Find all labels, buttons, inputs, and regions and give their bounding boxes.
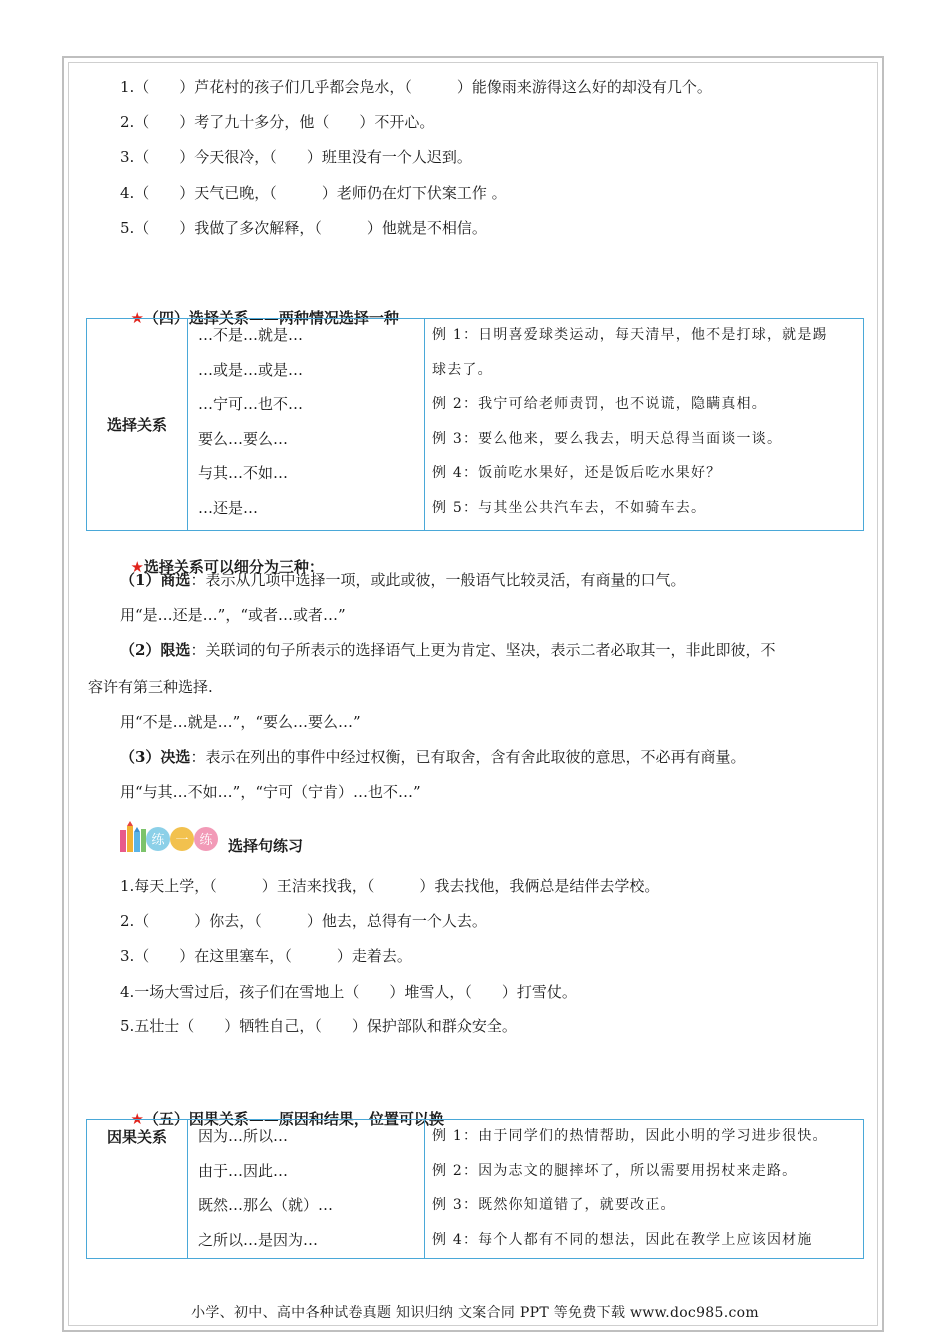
example-line: 例 2：我宁可给老师责罚，也不说谎，隐瞒真相。	[432, 396, 767, 412]
example-line: 球去了。	[432, 361, 493, 378]
practice-item-4: 4.一场大雪过后，孩子们在雪地上（ ）堆雪人，（ ）打雪仗。	[120, 983, 577, 1001]
star-icon: ★	[130, 309, 144, 327]
section5-title: （五）因果关系——原因和结果，位置可以换	[143, 1110, 444, 1128]
examples-cell	[425, 319, 864, 531]
subtype-2-continued: 容许有第三种选择.	[88, 678, 213, 696]
page-footer: 小学、初中、高中各种试卷真题 知识归纳 文案合同 PPT 等免费下载 www.doc985.com	[191, 1305, 759, 1321]
exercise-line-5: 5.（ ）我做了多次解释，（ ）他就是不相信。	[120, 219, 487, 237]
connective-word: 既然…那么（就）…	[198, 1196, 334, 1214]
connective-word: 与其…不如…	[198, 464, 289, 482]
section4-title: （四）选择关系——两种情况选择一种	[143, 309, 399, 327]
example-line: 例 1：由于同学们的热情帮助，因此小明的学习进步很快。	[432, 1128, 828, 1144]
category-label: 因果关系	[106, 1128, 167, 1146]
subtype-label: （2）限选	[120, 641, 191, 659]
cause-effect-table	[86, 1119, 864, 1259]
star-icon: ★	[130, 1110, 144, 1128]
subtype-text: ：表示在列出的事件中经过权衡，已有取舍，含有舍此取彼的意思，不必再有商量。	[190, 748, 746, 766]
subtype-3	[120, 747, 745, 767]
connective-word: 因为…所以…	[198, 1127, 289, 1145]
exercise-line-2: 2.（ ）考了九十多分，他（ ）不开心。	[120, 113, 435, 131]
connective-word: 要么…要么…	[198, 429, 289, 448]
category-label: 选择关系	[106, 416, 167, 434]
exercise-line-3: 3.（ ）今天很冷，（ ）班里没有一个人迟到。	[120, 148, 472, 166]
example-line: 例 1：日明喜爱球类运动，每天清早，他不是打球，就是踢	[432, 327, 828, 343]
connective-word: …或是…或是…	[198, 360, 304, 379]
connective-word: …宁可…也不…	[198, 395, 304, 413]
subdivision-title: 选择关系可以细分为三种：	[143, 558, 324, 576]
practice-item-3: 3.（ ）在这里塞车，（ ）走着去。	[120, 947, 412, 965]
practice-title: 选择句练习	[228, 837, 304, 855]
practice-item-1: 1.每天上学，（ ）王洁来找我，（ ）我去找他，我俩总是结伴去学校。	[120, 877, 660, 895]
category-cell	[87, 1120, 188, 1259]
example-line: 例 3：要么他来，要么我去，明天总得当面谈一谈。	[432, 430, 783, 447]
subtype-3-usage: 用“与其…不如…”，“宁可（宁肯）…也不…”	[120, 783, 421, 801]
example-line: 例 3：既然你知道错了，就要改正。	[432, 1197, 676, 1213]
examples-cell	[425, 1120, 864, 1259]
subtype-1-usage: 用“是…还是…”，“或者…或者…”	[120, 606, 346, 624]
star-icon: ★	[130, 558, 144, 576]
connective-word: 之所以…是因为…	[198, 1230, 319, 1249]
subtype-text: ：关联词的句子所表示的选择语气上更为肯定、坚决，表示二者必取其一，非此即彼，不	[190, 641, 776, 659]
connective-word: …还是…	[198, 498, 259, 517]
subtype-label: （1）商选	[120, 571, 191, 589]
subtype-2-usage: 用“不是…就是…”，“要么…要么…”	[120, 713, 361, 731]
connective-word: 由于…因此…	[198, 1161, 289, 1180]
badge-char: 练	[199, 833, 213, 848]
connective-words-cell	[188, 1120, 425, 1259]
practice-item-2: 2.（ ）你去，（ ）他去，总得有一个人去。	[120, 912, 487, 930]
practice-item-5: 5.五壮士（ ）牺牲自己，（ ）保护部队和群众安全。	[120, 1017, 517, 1035]
subtype-2	[120, 640, 775, 660]
exercise-line-4: 4.（ ）天气已晚，（ ）老师仍在灯下伏案工作 。	[120, 184, 507, 202]
subtype-text: ：表示从几项中选择一项，或此或彼，一般语气比较灵活，有商量的口气。	[190, 571, 686, 589]
subtype-label: （3）决选	[120, 748, 191, 766]
exercise-line-1: 1.（ ）芦花村的孩子们几乎都会凫水，（ ）能像雨来游得这么好的却没有几个。	[120, 78, 712, 96]
connective-word: …不是…就是…	[198, 326, 304, 344]
category-cell	[87, 319, 188, 531]
example-line: 例 4：每个人都有不同的想法，因此在教学上应该因材施	[432, 1231, 813, 1248]
badge-char: 练	[151, 833, 165, 848]
example-line: 例 4：饭前吃水果好，还是饭后吃水果好？	[432, 465, 722, 481]
example-line: 例 2：因为志文的腿摔坏了，所以需要用拐杖来走路。	[432, 1162, 798, 1179]
practice-badge-icon	[118, 820, 222, 854]
selection-relation-table	[86, 318, 864, 531]
example-line: 例 5：与其坐公共汽车去，不如骑车去。	[432, 499, 707, 516]
badge-char: 一	[175, 833, 189, 848]
subtype-1	[120, 570, 685, 590]
connective-words-cell	[188, 319, 425, 531]
